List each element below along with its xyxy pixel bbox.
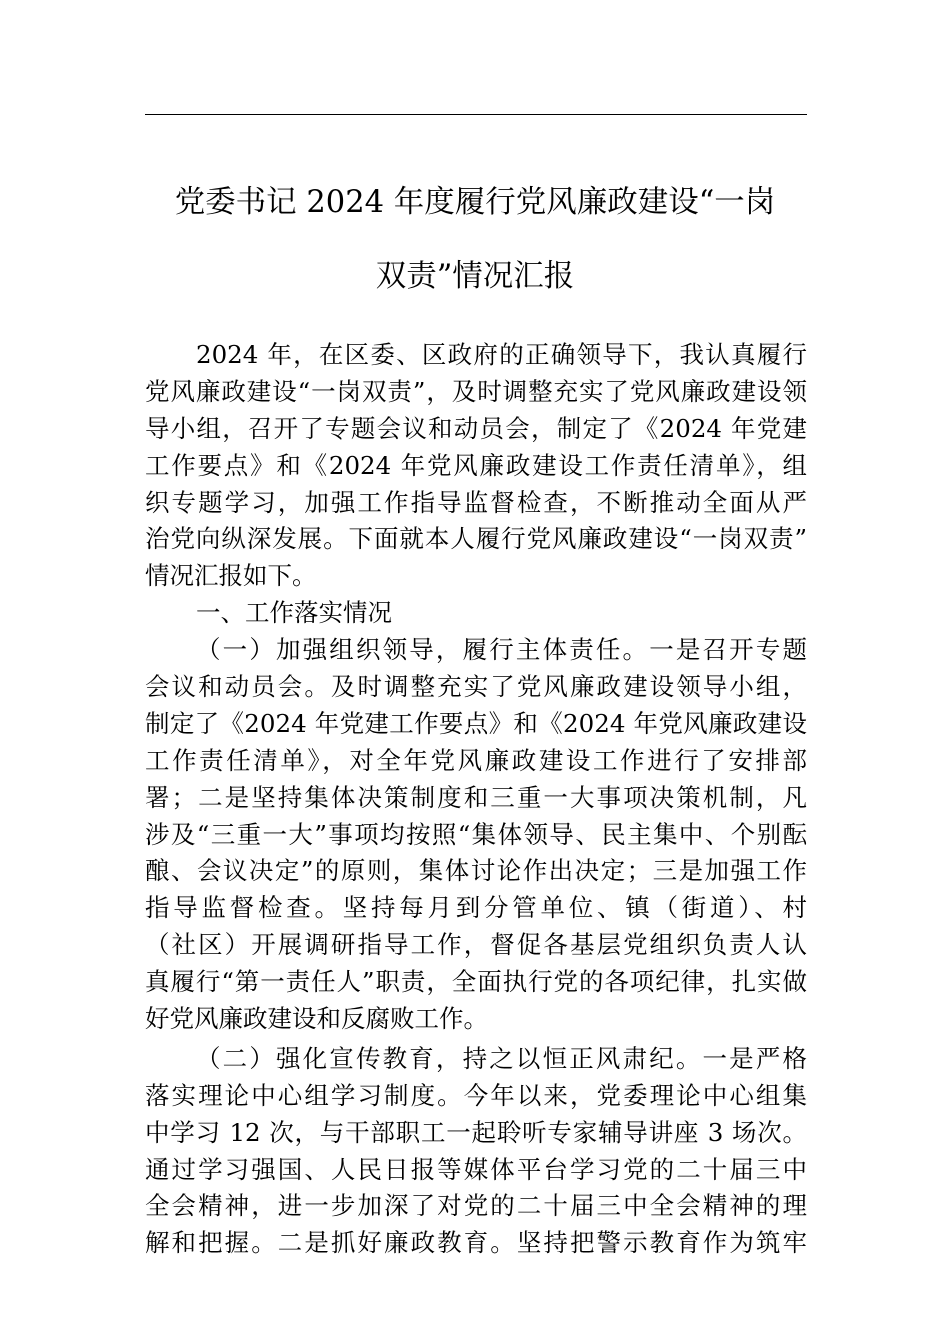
text-line: 情况汇报如下。 — [145, 561, 317, 591]
header-rule — [145, 114, 807, 115]
section-heading — [145, 595, 807, 632]
text-line: 好党风廉政建设和反腐败工作。 — [145, 1004, 488, 1034]
paragraph-intro — [145, 337, 807, 595]
paragraph-subsection-1 — [145, 632, 807, 1038]
text-line: 解和把握。二是抓好廉政教育。坚持把警示教育作为筑牢 — [145, 1228, 807, 1258]
text-line: 通过学习强国、人民日报等媒体平台学习党的二十届三中 — [145, 1154, 807, 1184]
text-line: 织专题学习，加强工作指导监督检查，不断推动全面从严 — [145, 487, 807, 517]
text-line: 指导监督检查。坚持每月到分管单位、镇（街道）、村 — [145, 893, 807, 923]
text-line: 治党向纵深发展。下面就本人履行党风廉政建设“一岗双责” — [145, 524, 807, 554]
text-line: 落实理论中心组学习制度。今年以来，党委理论中心组集 — [145, 1080, 807, 1110]
text-line: （社区）开展调研指导工作，督促各基层党组织负责人认 — [145, 930, 807, 960]
text-line: 涉及“三重一大”事项均按照“集体领导、民主集中、个别酝 — [145, 819, 807, 849]
text-line: 会议和动员会。及时调整充实了党风廉政建设领导小组， — [145, 672, 807, 702]
text-line: （二）强化宣传教育，持之以恒正风肃纪。一是严格 — [196, 1043, 807, 1073]
text-line: 中学习 12 次，与干部职工一起聆听专家辅导讲座 3 场次。 — [145, 1117, 807, 1147]
text-line: 真履行“第一责任人”职责，全面执行党的各项纪律，扎实做 — [145, 967, 807, 997]
text-line: 制定了《2024 年党建工作要点》和《2024 年党风廉政建设 — [145, 708, 807, 738]
text-line: 党风廉政建设“一岗双责”，及时调整充实了党风廉政建设领 — [145, 376, 807, 406]
document-title — [140, 166, 810, 314]
text-line: 2024 年，在区委、区政府的正确领导下，我认真履行 — [196, 340, 807, 369]
text-line: 署；二是坚持集体决策制度和三重一大事项决策机制，凡 — [145, 782, 807, 812]
text-line: 导小组，召开了专题会议和动员会，制定了《2024 年党建 — [145, 413, 807, 443]
document-body — [145, 337, 807, 1262]
title-line-1: 党委书记 2024 年度履行党风廉政建设“一岗 — [174, 185, 776, 220]
text-line: （一）加强组织领导，履行主体责任。一是召开专题 — [196, 635, 807, 665]
section-heading-text: 一、工作落实情况 — [196, 598, 392, 628]
text-line: 酿、会议决定”的原则，集体讨论作出决定；三是加强工作 — [145, 856, 807, 886]
paragraph-subsection-2 — [145, 1041, 807, 1262]
text-line: 工作责任清单》，对全年党风廉政建设工作进行了安排部 — [145, 745, 807, 775]
text-line: 工作要点》和《2024 年党风廉政建设工作责任清单》，组 — [145, 450, 807, 480]
text-line: 全会精神，进一步加深了对党的二十届三中全会精神的理 — [145, 1191, 807, 1221]
title-line-2: 双责”情况汇报 — [375, 259, 575, 294]
